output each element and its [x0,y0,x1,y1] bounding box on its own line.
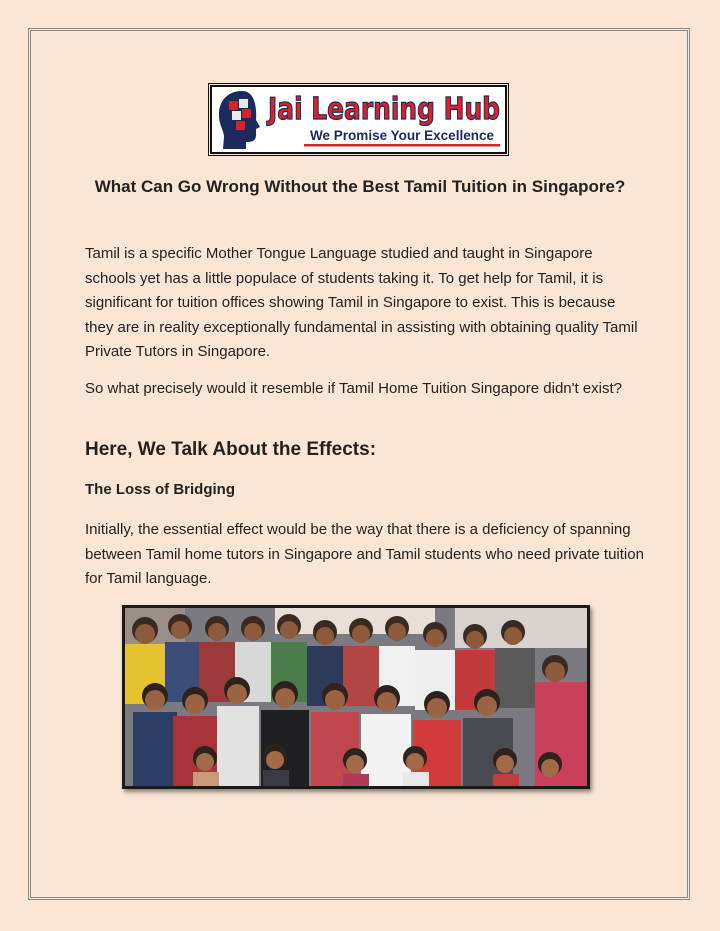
loss-of-bridging-heading: The Loss of Bridging [85,481,235,498]
intro-paragraph: Tamil is a specific Mother Tongue Language studied and taught in Singapore schools yet has a little populace of students taking it. To get help for Tamil, it is significant for tuition offices showing Tamil in Singapore to exist. This is because they are in reality exceptionally fundamental in assisting with obtaining quality Tamil Private Tutors in Singapore. [85,245,638,360]
logo [210,85,507,154]
question-paragraph: So what precisely would it resemble if Tamil Home Tuition Singapore didn't exist? [85,380,623,397]
students-group-photo [122,605,590,789]
effects-heading: Here, We Talk About the Effects: [85,439,377,460]
logo-name: Jai Learning Hub [266,92,500,127]
page-title: What Can Go Wrong Without the Best Tamil Tuition in Singapore? [94,177,626,196]
jai-learning-hub-logo [212,87,505,152]
logo-tagline: We Promise Your Excellence [310,127,495,143]
bridging-paragraph: Initially, the essential effect would be the way that there is a deficiency of spanning between Tamil home tutors in Singapore and Tamil students who need private tuition for Tamil language. [85,521,644,587]
